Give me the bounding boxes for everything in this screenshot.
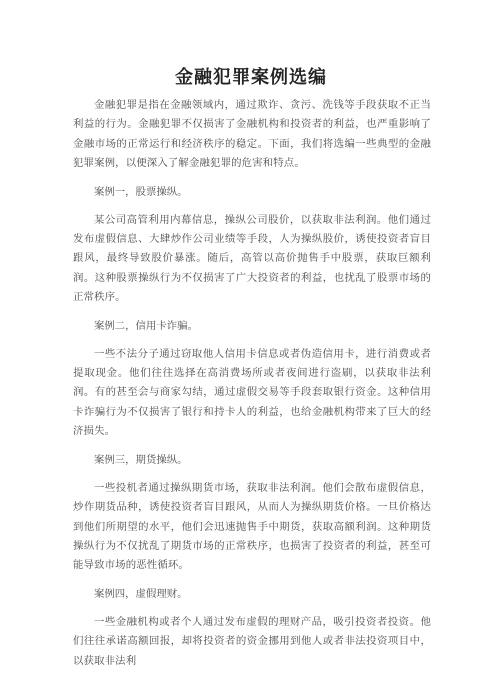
case-heading-2: 案例二，信用卡诈骗。 [94, 319, 198, 332]
case-heading-1: 案例一，股票操纵。 [94, 185, 188, 198]
case-body-2: 一些不法分子通过窃取他人信用卡信息或者伪造信用卡，进行消费或者提取现金。他们往往选择在高消费场所或者夜间进行盗刷，以获取非法利润。有的甚至会与商家勾结，通过虚假交易等手段套取银行资金。这种信用卡诈骗行为不仅损害了银行和持卡人的利益，也给金融机构带来了巨大的经济损失。 [73, 347, 431, 438]
case-body-4: 一些金融机构或者个人通过发布虚假的理财产品，吸引投资者投资。他们往往承诺高额回报，却将投资者的资金挪用到他人或者非法投资项目中，以获取非法利 [73, 615, 431, 667]
case-heading-3: 案例三，期货操纵。 [94, 453, 188, 466]
case-body-3: 一些投机者通过操纵期货市场，获取非法利润。他们会散布虚假信息，炒作期货品种，诱使投资者盲目跟风，从而人为操纵期货价格。一旦价格达到他们所期望的水平，他们会迅速抛售手中期货，获取高额利润。这种期货操纵行为不仅扰乱了期货市场的正常秩序，也损害了投资者的利益，甚至可能导致市场的恶性循环。 [73, 481, 431, 572]
case-heading-4: 案例四，虚假理财。 [94, 587, 188, 600]
document-title: 金融犯罪案例选编 [175, 67, 327, 88]
intro-paragraph: 金融犯罪是指在金融领域内，通过欺诈、贪污、洗钱等手段获取不正当利益的行为。金融犯罪不仅损害了金融机构和投资者的利益，也严重影响了金融市场的正常运行和经济秩序的稳定。下面，我们将选编一些典型的金融犯罪案例，以便深入了解金融犯罪的危害和特点。 [73, 99, 431, 170]
document-body [73, 96, 431, 680]
case-body-1: 某公司高管利用内幕信息，操纵公司股价，以获取非法利润。他们通过发布虚假信息、大肆炒作公司业绩等手段，人为操纵股价，诱使投资者盲目跟风，最终导致股价暴涨。随后，高管以高价抛售手中股票，获取巨额利润。这种股票操纵行为不仅损害了广大投资者的利益，也扰乱了股票市场的正常秩序。 [73, 213, 431, 304]
